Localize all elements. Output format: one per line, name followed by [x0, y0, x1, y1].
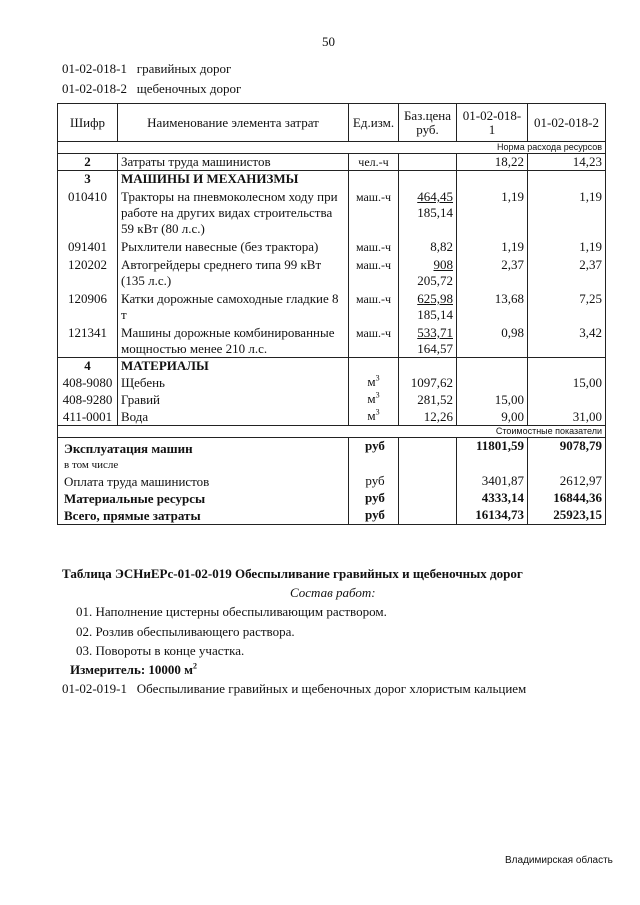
name-cell: Щебень: [118, 374, 349, 391]
name-cell: Затраты труда машинистов: [118, 154, 349, 171]
value-cell: 11801,59: [457, 438, 528, 458]
code-cell: 2: [58, 154, 118, 171]
summary-row: [58, 438, 606, 458]
name-cell: Машины дорожные комбинированные мощностью менее 210 л.с.: [118, 323, 349, 358]
unit-cell: маш.-ч: [349, 237, 399, 255]
unit-cell: руб: [349, 507, 399, 525]
summary-label: в том числе: [58, 457, 349, 473]
value-cell: 2,37: [528, 255, 606, 289]
value-cell: 2,37: [457, 255, 528, 289]
unit-sup: 3: [375, 407, 380, 417]
value-cell: 13,68: [457, 289, 528, 323]
value-cell: 16134,73: [457, 507, 528, 525]
name-cell: Рыхлители навесные (без трактора): [118, 237, 349, 255]
header-cell: 01-02-018-2: [528, 104, 606, 142]
value-cell: 14,23: [528, 154, 606, 171]
value-cell: [457, 374, 528, 391]
unit-sup: 3: [375, 390, 380, 400]
value-cell: 4333,14: [457, 490, 528, 507]
code-cell: 120906: [58, 289, 118, 323]
value-cell: 2612,97: [528, 473, 606, 490]
unit-sup: 3: [375, 373, 380, 383]
value-cell: 9078,79: [528, 438, 606, 458]
norma-label: Норма расхода ресурсов: [58, 142, 606, 154]
price-cell: [399, 289, 457, 323]
summary-label: Материальные ресурсы: [58, 490, 349, 507]
value-cell: [457, 457, 528, 473]
meter-text: Измеритель: 10000 м: [70, 662, 194, 677]
table-row: [58, 408, 606, 426]
price-secondary: 185,14: [417, 307, 453, 322]
header-cell: Баз.цена руб.: [399, 104, 457, 142]
value-cell: 18,22: [457, 154, 528, 171]
header-cell: 01-02-018-1: [457, 104, 528, 142]
value-cell: 1,19: [457, 187, 528, 237]
intro-name: гравийных дорог: [136, 61, 232, 76]
work-item: 02. Розлив обеспыливающего раствора.: [76, 624, 295, 639]
price-cell: [399, 323, 457, 358]
unit-cell: [349, 457, 399, 473]
code-cell: 010410: [58, 187, 118, 237]
header-cell: Ед.изм.: [349, 104, 399, 142]
price-cell: 281,52: [399, 391, 457, 408]
name-cell: Тракторы на пневмоколесном ходу при работе на других видах строительства 59 кВт (80 л.с.): [118, 187, 349, 237]
value-cell: [528, 391, 606, 408]
unit-text: м: [367, 374, 376, 389]
cost-label: Стоимостные показатели: [58, 426, 606, 438]
intro-line-1: [62, 61, 231, 77]
code-cell: 120202: [58, 255, 118, 289]
unit-cell: [349, 374, 399, 391]
price-cell: [399, 187, 457, 237]
value-cell: [528, 457, 606, 473]
meter: [70, 662, 197, 678]
unit-cell: маш.-ч: [349, 187, 399, 237]
header-cell: Шифр: [58, 104, 118, 142]
value-cell: 1,19: [457, 237, 528, 255]
value-cell: 16844,36: [528, 490, 606, 507]
name-cell: Катки дорожные самоходные гладкие 8 т: [118, 289, 349, 323]
table-row: [58, 323, 606, 358]
price-value: 533,71: [417, 325, 453, 340]
work-item: 01. Наполнение цистерны обеспыливающим раствором.: [76, 604, 387, 619]
price-cell: [399, 507, 457, 525]
table-row: [58, 289, 606, 323]
table-row: [58, 255, 606, 289]
footer-region: Владимирская область: [505, 855, 613, 866]
unit-text: м: [367, 408, 376, 423]
section-title: МАТЕРИАЛЫ: [118, 358, 349, 375]
value-cell: 1,19: [528, 237, 606, 255]
summary-row: [58, 490, 606, 507]
price-secondary: 185,14: [417, 205, 453, 220]
value-cell: 15,00: [528, 374, 606, 391]
header-cell: Наименование элемента затрат: [118, 104, 349, 142]
value-cell: 31,00: [528, 408, 606, 426]
value-cell: 0,98: [457, 323, 528, 358]
price-cell: 12,26: [399, 408, 457, 426]
code-cell: 411-0001: [58, 408, 118, 426]
composition-label: Состав работ:: [290, 585, 376, 600]
price-cell: [399, 237, 457, 255]
price-cell: [399, 255, 457, 289]
price-secondary: 164,57: [417, 341, 453, 356]
code-cell: 4: [58, 358, 118, 375]
code-cell: 408-9080: [58, 374, 118, 391]
summary-row: [58, 507, 606, 525]
intro-code: 01-02-018-1: [62, 61, 127, 76]
price-value: 625,98: [417, 291, 453, 306]
value-cell: 15,00: [457, 391, 528, 408]
name-cell: Вода: [118, 408, 349, 426]
summary-row: [58, 473, 606, 490]
table-row: [58, 154, 606, 171]
price-value: 464,45: [417, 189, 453, 204]
resource-table: [57, 103, 606, 525]
value-cell: 3401,87: [457, 473, 528, 490]
item-line: [62, 681, 526, 697]
name-cell: Автогрейдеры среднего типа 99 кВт (135 л.с.): [118, 255, 349, 289]
norma-row: [58, 142, 606, 154]
intro-line-2: [62, 81, 241, 97]
table-row: [58, 374, 606, 391]
section-row: [58, 171, 606, 188]
item-code: 01-02-019-1: [62, 681, 127, 696]
work-item: 03. Повороты в конце участка.: [76, 643, 245, 658]
unit-cell: руб: [349, 438, 399, 458]
name-cell: Гравий: [118, 391, 349, 408]
value-cell: 7,25: [528, 289, 606, 323]
value-cell: 25923,15: [528, 507, 606, 525]
code-cell: 121341: [58, 323, 118, 358]
price-cell: [399, 154, 457, 171]
summary-label: Оплата труда машинистов: [58, 473, 349, 490]
table-row: [58, 237, 606, 255]
section-title: МАШИНЫ И МЕХАНИЗМЫ: [118, 171, 349, 188]
unit-cell: [349, 391, 399, 408]
table-row: [58, 187, 606, 237]
price-value: 908: [433, 257, 453, 272]
summary-row: [58, 457, 606, 473]
code-cell: 408-9280: [58, 391, 118, 408]
price-cell: [399, 473, 457, 490]
code-cell: 3: [58, 171, 118, 188]
summary-label: Всего, прямые затраты: [58, 507, 349, 525]
unit-cell: руб: [349, 473, 399, 490]
value-cell: 3,42: [528, 323, 606, 358]
page-number: 50: [322, 34, 335, 49]
price-value: 8,82: [430, 239, 453, 254]
table-header-row: [58, 104, 606, 142]
section-title: Таблица ЭСНиЕРс-01-02-019 Обеспыливание гравийных и щебеночных дорог: [62, 566, 523, 581]
value-cell: 9,00: [457, 408, 528, 426]
code-cell: 091401: [58, 237, 118, 255]
unit-cell: маш.-ч: [349, 323, 399, 358]
unit-cell: чел.-ч: [349, 154, 399, 171]
summary-label: Эксплуатация машин: [58, 438, 349, 458]
section-row: [58, 358, 606, 375]
price-secondary: 205,72: [417, 273, 453, 288]
meter-sup: 2: [193, 661, 198, 671]
intro-name: щебеночных дорог: [136, 81, 242, 96]
cost-row: [58, 426, 606, 438]
price-cell: [399, 438, 457, 458]
unit-cell: маш.-ч: [349, 289, 399, 323]
table-row: [58, 391, 606, 408]
value-cell: 1,19: [528, 187, 606, 237]
unit-text: м: [367, 391, 376, 406]
unit-cell: руб: [349, 490, 399, 507]
unit-cell: маш.-ч: [349, 255, 399, 289]
unit-cell: [349, 408, 399, 426]
price-cell: 1097,62: [399, 374, 457, 391]
item-name: Обеспыливание гравийных и щебеночных дорог хлористым кальцием: [136, 681, 527, 696]
intro-code: 01-02-018-2: [62, 81, 127, 96]
price-cell: [399, 457, 457, 473]
price-cell: [399, 490, 457, 507]
